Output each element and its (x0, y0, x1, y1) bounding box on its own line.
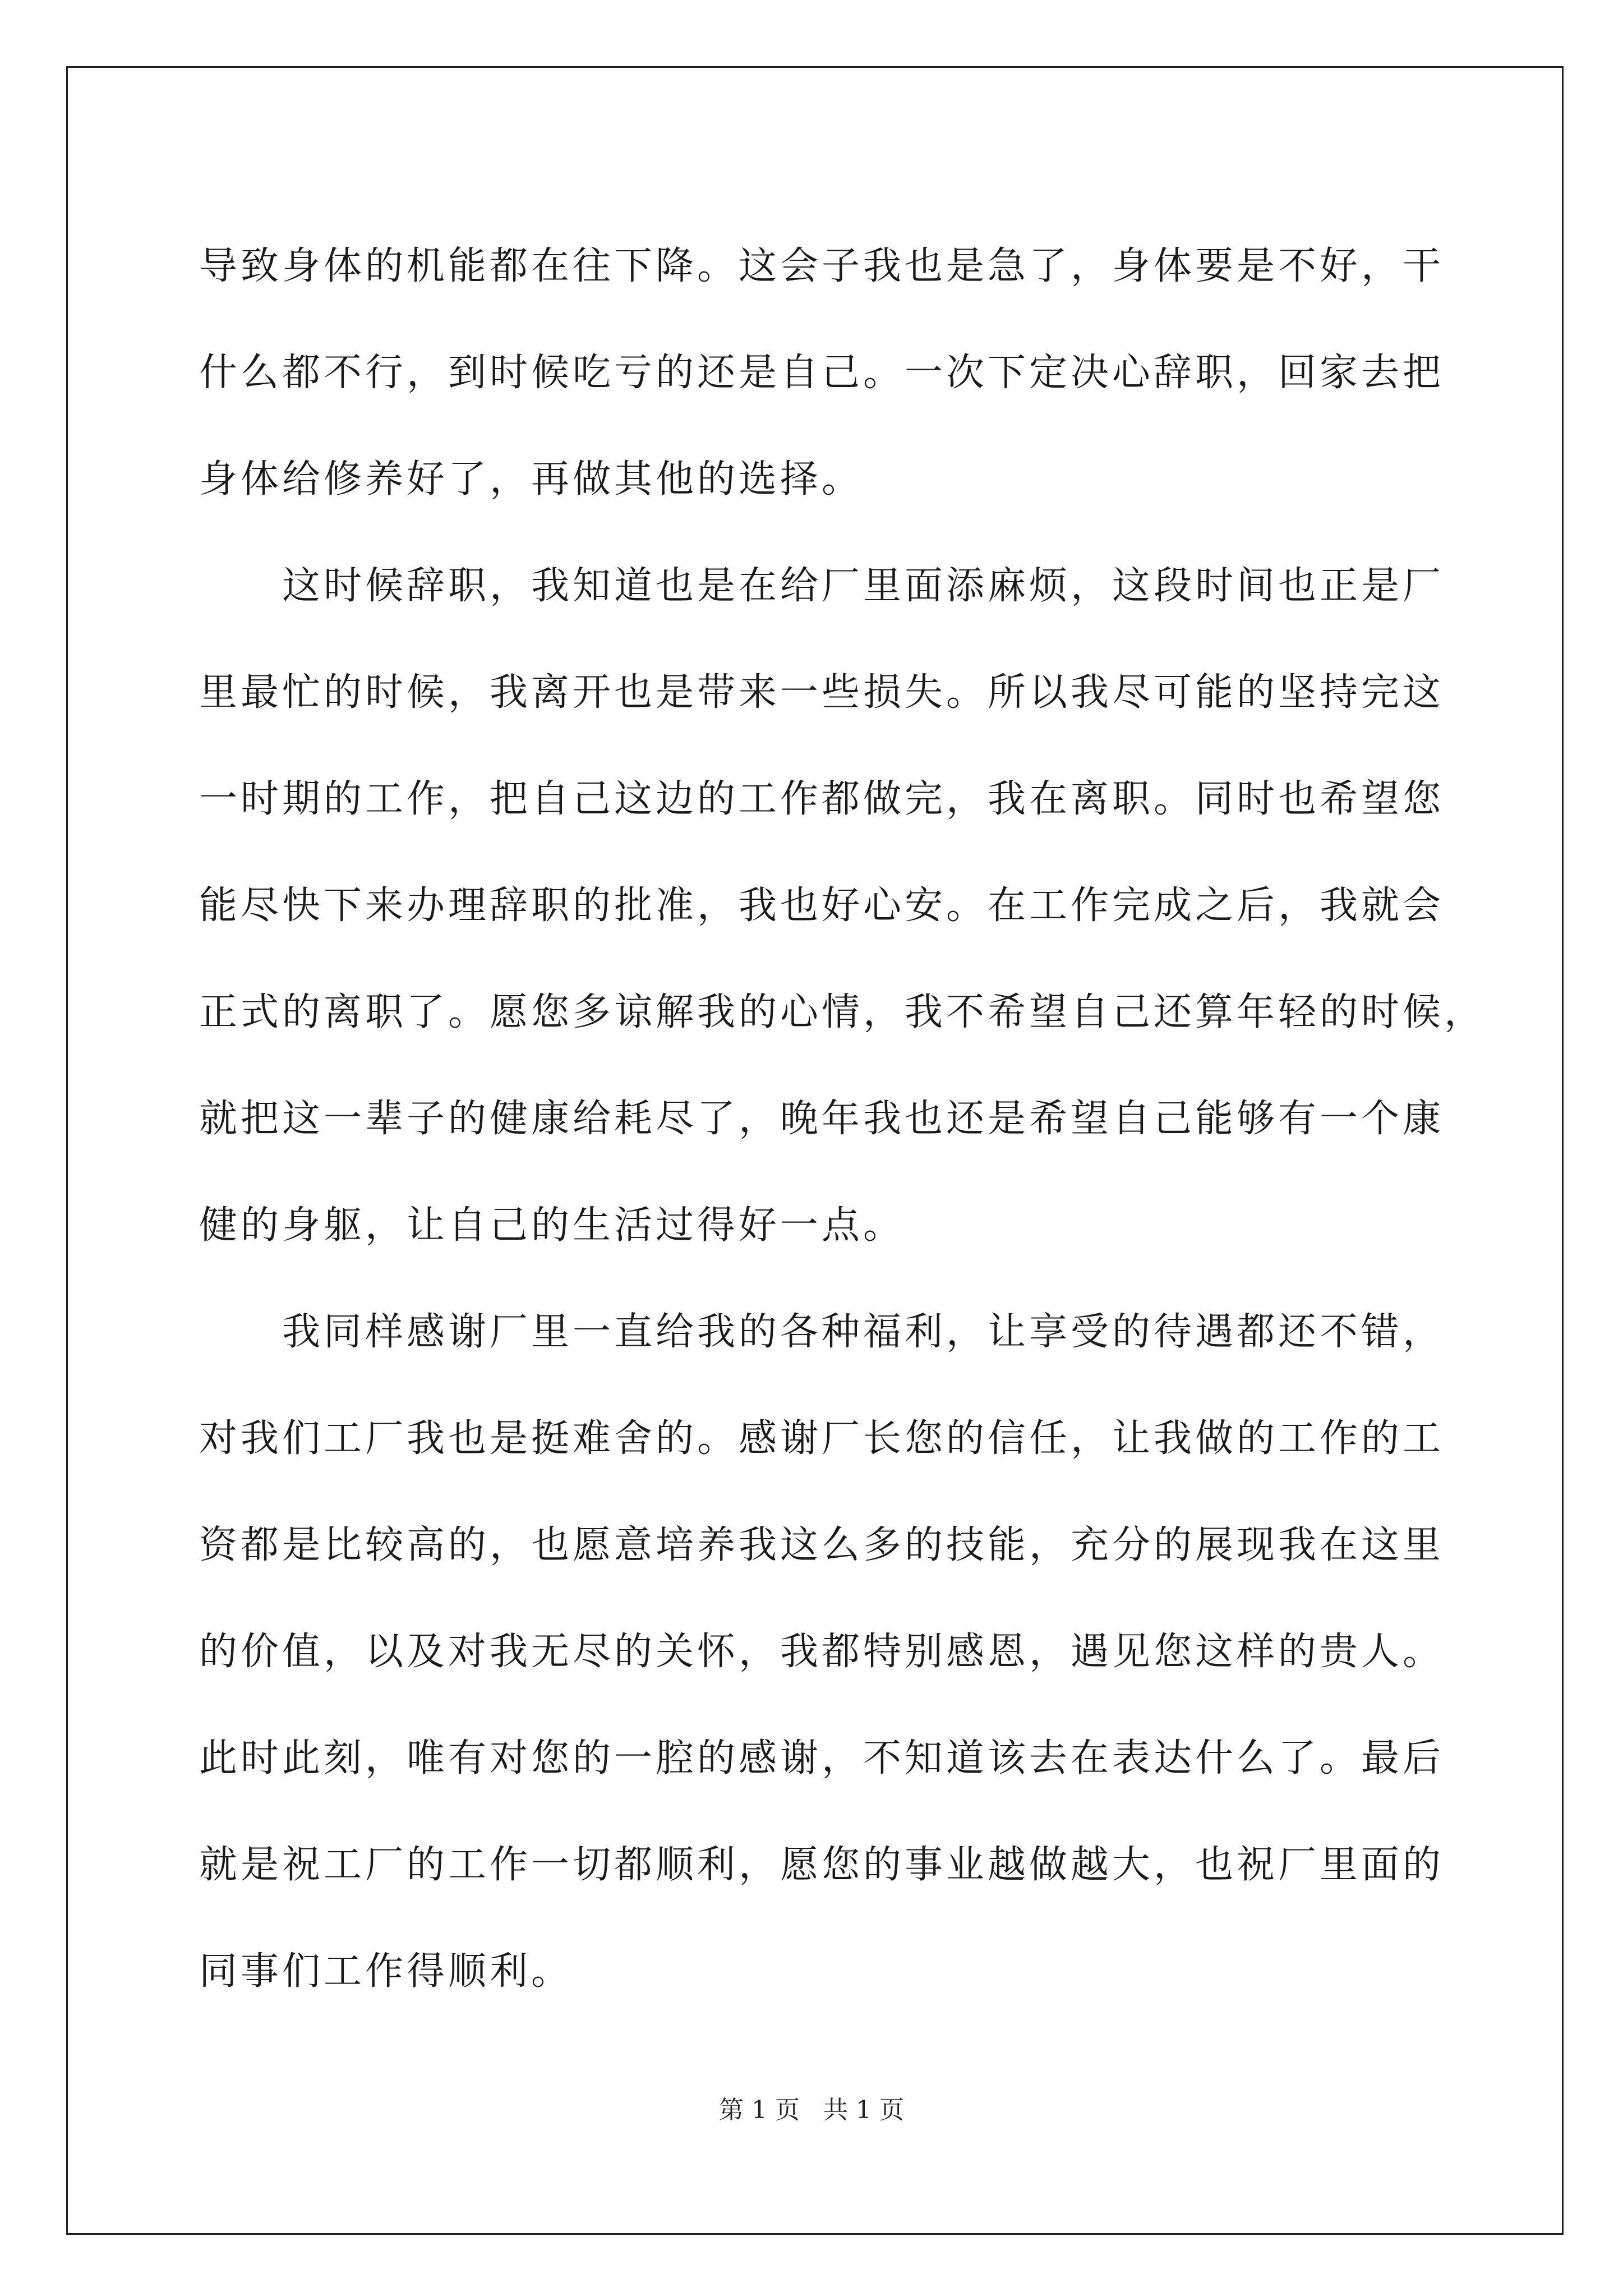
text-line: 就是祝工厂的工作一切都顺利，愿您的事业越做越大，也祝厂里面的 (199, 1843, 1445, 1887)
text-line: 能尽快下来办理辞职的批准，我也好心安。在工作完成之后，我就会 (199, 884, 1445, 928)
text-line: 导致身体的机能都在往下降。这会子我也是急了，身体要是不好，干 (199, 244, 1445, 288)
document-body (199, 213, 1486, 2025)
text-line: 什么都不行，到时候吃亏的还是自己。一次下定决心辞职，回家去把 (199, 351, 1445, 395)
text-line: 对我们工厂我也是挺难舍的。感谢厂长您的信任，让我做的工作的工 (199, 1416, 1445, 1461)
text-line: 的价值，以及对我无尽的关怀，我都特别感恩，遇见您这样的贵人。 (199, 1630, 1445, 1674)
text-line: 健的身躯，让自己的生活过得好一点。 (199, 1203, 905, 1248)
page-number-footer: 第 1 页 共 1 页 (719, 2096, 904, 2124)
text-line: 此时此刻，唯有对您的一腔的感谢，不知道该去在表达什么了。最后 (199, 1736, 1445, 1780)
text-line: 资都是比较高的，也愿意培养我这么多的技能，充分的展现我在这里 (199, 1523, 1445, 1567)
text-line: 正式的离职了。愿您多谅解我的心情，我不希望自己还算年轻的时候， (199, 990, 1486, 1034)
text-line: 里最忙的时候，我离开也是带来一些损失。所以我尽可能的坚持完这 (199, 670, 1445, 715)
text-line-indented: 这时候辞职，我知道也是在给厂里面添麻烦，这段时间也正是厂 (282, 564, 1445, 608)
text-line: 就把这一辈子的健康给耗尽了，晚年我也还是希望自己能够有一个康 (199, 1097, 1445, 1141)
text-line: 一时期的工作，把自己这边的工作都做完，我在离职。同时也希望您 (199, 777, 1445, 821)
text-line-indented: 我同样感谢厂里一直给我的各种福利，让享受的待遇都还不错， (282, 1310, 1445, 1354)
text-line: 同事们工作得顺利。 (199, 1949, 573, 1994)
text-line: 身体给修养好了，再做其他的选择。 (199, 457, 864, 501)
